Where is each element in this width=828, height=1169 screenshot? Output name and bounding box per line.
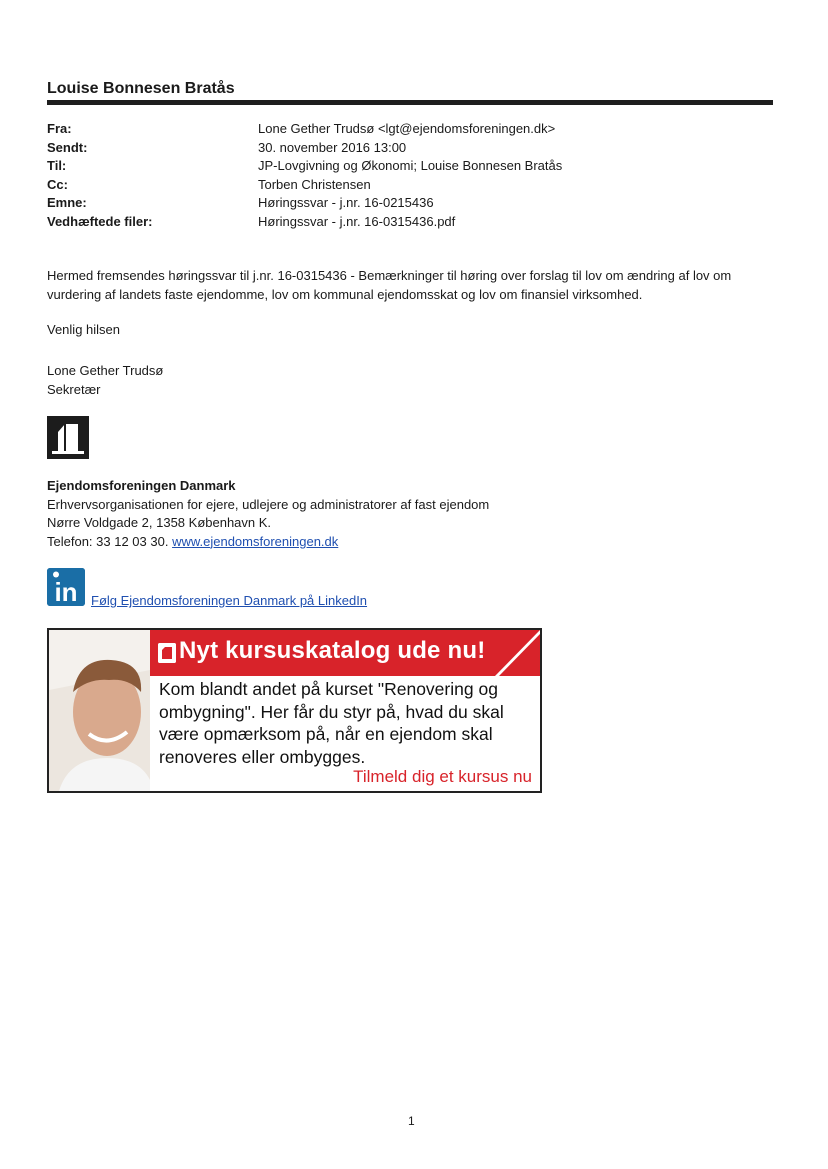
organization-name: Ejendomsforeningen Danmark: [47, 478, 236, 493]
organization-tagline: Erhvervsorganisationen for ejere, udlejere og administratorer af fast ejendom: [47, 496, 490, 512]
title-divider: [47, 100, 773, 105]
header-label-sent: Sendt:: [47, 139, 88, 155]
header-row-attachments: [47, 213, 687, 232]
banner-logo-icon: [158, 643, 176, 663]
email-headers: [47, 120, 687, 231]
header-label-to: Til:: [47, 158, 67, 173]
organization-logo-icon: [47, 416, 89, 459]
header-row-sent: [47, 139, 687, 158]
header-label-attachments: Vedhæftede filer:: [47, 213, 153, 229]
header-label-subject: Emne:: [47, 195, 87, 210]
header-label-cc: Cc:: [47, 176, 68, 192]
header-row-subject: [47, 194, 687, 213]
greeting: Venlig hilsen: [47, 322, 120, 337]
header-value-attachments[interactable]: Høringssvar - j.nr. 16-0315436.pdf: [258, 213, 456, 229]
header-value-subject: Høringssvar - j.nr. 16-0215436: [258, 195, 434, 210]
linkedin-icon[interactable]: [47, 568, 85, 606]
page-number: 1: [408, 1114, 415, 1128]
header-row-from: [47, 120, 687, 139]
header-value-from: Lone Gether Trudsø <lgt@ejendomsforeningen.dk>: [258, 121, 556, 136]
header-row-cc: [47, 176, 687, 195]
email-body-paragraph: Hermed fremsendes høringssvar til j.nr. 16-0315436 - Bemærkninger til høring over forslag til lov om ændring af lov om vurdering af landets faste ejendomme, lov om kommunal ejendomsskat og lov om finansiel virksomhed.: [47, 268, 732, 302]
signature-block: [47, 361, 163, 399]
banner-headline: Nyt kursuskatalog ude nu!: [179, 637, 486, 664]
linkedin-icon-glyph: in: [54, 577, 78, 606]
organization-phone: Telefon: 33 12 03 30.: [47, 533, 169, 549]
banner-signup-link[interactable]: Tilmeld dig et kursus nu: [353, 767, 532, 786]
organization-contact: [47, 533, 747, 552]
linkedin-follow-link[interactable]: Følg Ejendomsforeningen Danmark på LinkedIn: [91, 593, 368, 608]
sender-name-title: Louise Bonnesen Bratås: [47, 80, 235, 97]
header-row-to: [47, 157, 687, 176]
header-value-sent: 30. november 2016 13:00: [258, 139, 407, 155]
banner-body-text: Kom blandt andet på kurset "Renovering og ombygning". Her får du styr på, hvad du skal være opmærksom på, når en ejendom skal renoveres eller ombygges.: [159, 679, 504, 767]
banner-photo: [49, 630, 150, 791]
header-value-cc: Torben Christensen: [258, 176, 371, 192]
organization-address: Nørre Voldgade 2, 1358 København K.: [47, 515, 272, 530]
signature-title: Sekretær: [47, 382, 101, 397]
organization-website-link[interactable]: www.ejendomsforeningen.dk: [172, 533, 339, 549]
course-catalog-banner[interactable]: [47, 628, 542, 793]
header-label-from: Fra:: [47, 121, 72, 136]
organization-block: [47, 477, 747, 551]
signature-name: Lone Gether Trudsø: [47, 363, 164, 378]
header-value-to: JP-Lovgivning og Økonomi; Louise Bonnesen Bratås: [258, 158, 563, 173]
